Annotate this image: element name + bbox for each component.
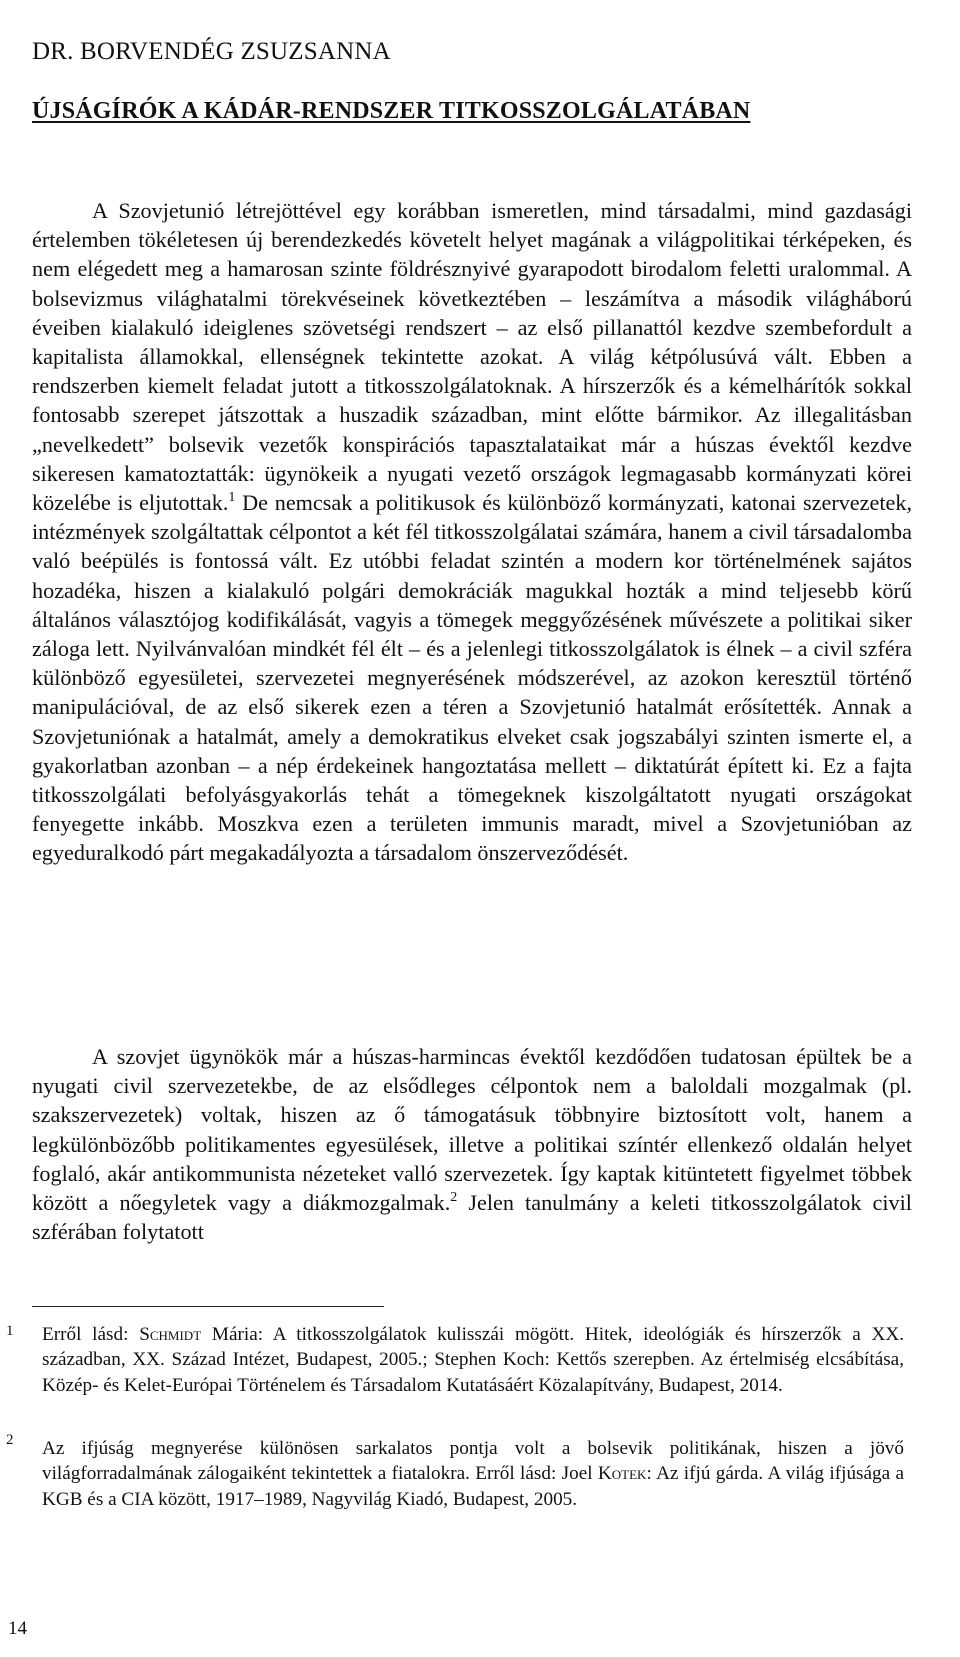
footnote-1-text-b: Mária: A titkosszolgálatok kulisszái mögött. Hitek, ideológiák és hírszerzők a XX. században, XX. Század Intézet, Budapest, 2005.; Stephen Koch: Kettős szerepben. Az értelmiség elcsábítása, Közép- és Kelet-Európai Történelem és Társadalom Kutatásáért Közalapítvány, Budapest, 2014. [42,1324,905,1396]
footnote-2-text-b: : Az ifjú gárda. A világ ifjúsága a KGB és a CIA között, 1917–1989, Nagyvilág Kiadó, Budapest, 2005. [42,1463,905,1510]
page-number: 14 [8,1618,27,1639]
footnote-number-2: 2 [6,1432,14,1448]
footnote-1-text-a: Erről lásd: [42,1324,140,1345]
paragraph-1-text-b: De nemcsak a politikusok és különböző kormányzati, katonai szervezetek, intézmények szolgáltattak célpontot a két fél titkosszolgálatai számára, hanem a civil társadalomba való beépülés is fontossá vált. Ez utóbbi feladat szintén a modern kor történelmének sajátos hozadéka, hiszen a kialakuló polgári demokráciák magukkal hozták a mind teljesebb körű általános választójog kodifikálását, vagyis a tömegek meggyőzésének művészete a politikai siker záloga lett. Nyilvánvalóan mindkét fél élt – és a jelenlegi titkosszolgálatok is élnek – a civil szféra különböző egyesületei, szervezetei megnyerésének módszerével, az azokon keresztül történő manipulációval, de az első sikerek ezen a téren a Szovjetunió hatalmát erősítették. Annak a Szovjetuniónak a hatalmát, amely a demokratikus elveket csak jogszabályi szinten ismerte el, a gyakorlatban azonban – a nép érdekeinek hangoztatása mellett – diktatúrát épített ki. Ez a fajta titkosszolgálati befolyásgyakorlás tehát a tömegeknek kiszolgáltatott nyugati országokat fenyegette inkább. Moszkva ezen a területen immunis maradt, mivel a Szovjetunióban az egyeduralkodó párt megakadályozta a társadalom önszerveződését. [32,490,912,866]
footnote-reference-1[interactable]: 1 [228,490,236,506]
body-paragraph-2 [32,1042,912,1246]
footnote-number-1: 1 [6,1323,14,1339]
footnote-2-text-a: Az ifjúság megnyerése különösen sarkalatos pontja volt a bolsevik politikának, hiszen a jövő világforradalmának zálogaiként tekintettek a fiatalokra. Erről lásd: Joel [42,1438,904,1485]
paragraph-2-text-a: A szovjet ügynökök már a húszas-harmincas évektől kezdődően tudatosan épültek be a nyugati civil szervezetekbe, de az elsődleges célpontok nem a baloldali mozgalmak (pl. szakszervezetek) voltak, hiszen az ő támogatásuk többnyire biztosított volt, hanem a legkülönbözőbb politikamentes egyesülések, illetve a politikai színtér ellenkező oldalán helyet foglaló, akár antikommunista nézeteket valló szervezetek. Így kaptak kitüntetett figyelmet többek között a nőegyletek vagy a diákmozgalmak. [32,1044,912,1216]
footnote-divider [32,1306,384,1307]
paragraph-2-text-b: Jelen tanulmány a keleti titkosszolgálatok civil szférában folytatott [32,1190,912,1245]
paragraph-1-text-a: A Szovjetunió létrejöttével egy korábban ismeretlen, mind társadalmi, mind gazdasági értelemben tökéletesen új berendezkedés követelt helyet magának a világpolitikai térképeken, és nem elégedett meg a hamarosan szinte földrésznyivé gyarapodott birodalom feletti uralommal. A bolsevizmus világhatalmi törekvéseinek következtében – leszámítva a második világháború éveiben kialakuló ideiglenes szövetségi rendszert – az első pillanattól kezdve szembefordult a kapitalista államokkal, ellenségnek tekintette azokat. A világ kétpólusúvá vált. Ebben a rendszerben kiemelt feladat jutott a titkosszolgálatoknak. A hírszerzők és a kémelhárítók sokkal fontosabb szerepet játszottak a huszadik században, mint előtte bármikor. Az illegalitásban „nevelkedett” bolsevik vezetők konspirációs tapasztalataikat már a húszas évektől kezdve sikeresen kamatoztatták: ügynökeik a nyugati vezető országok legmagasabb kormányzati körei közelébe is eljutottak. [32,198,912,516]
footnote-reference-2[interactable]: 2 [450,1190,458,1206]
footnote-2 [42,1436,904,1512]
body-paragraph-1 [32,196,912,868]
footnote-1-author-name: Schmidt [139,1324,202,1345]
footnote-1 [42,1322,904,1398]
article-title: ÚJSÁGÍRÓK A KÁDÁR-RENDSZER TITKOSSZOLGÁLATÁBAN [32,98,751,124]
author-name: DR. BORVENDÉG ZSUZSANNA [32,38,391,65]
footnote-2-author-name: Kotek [597,1463,647,1485]
